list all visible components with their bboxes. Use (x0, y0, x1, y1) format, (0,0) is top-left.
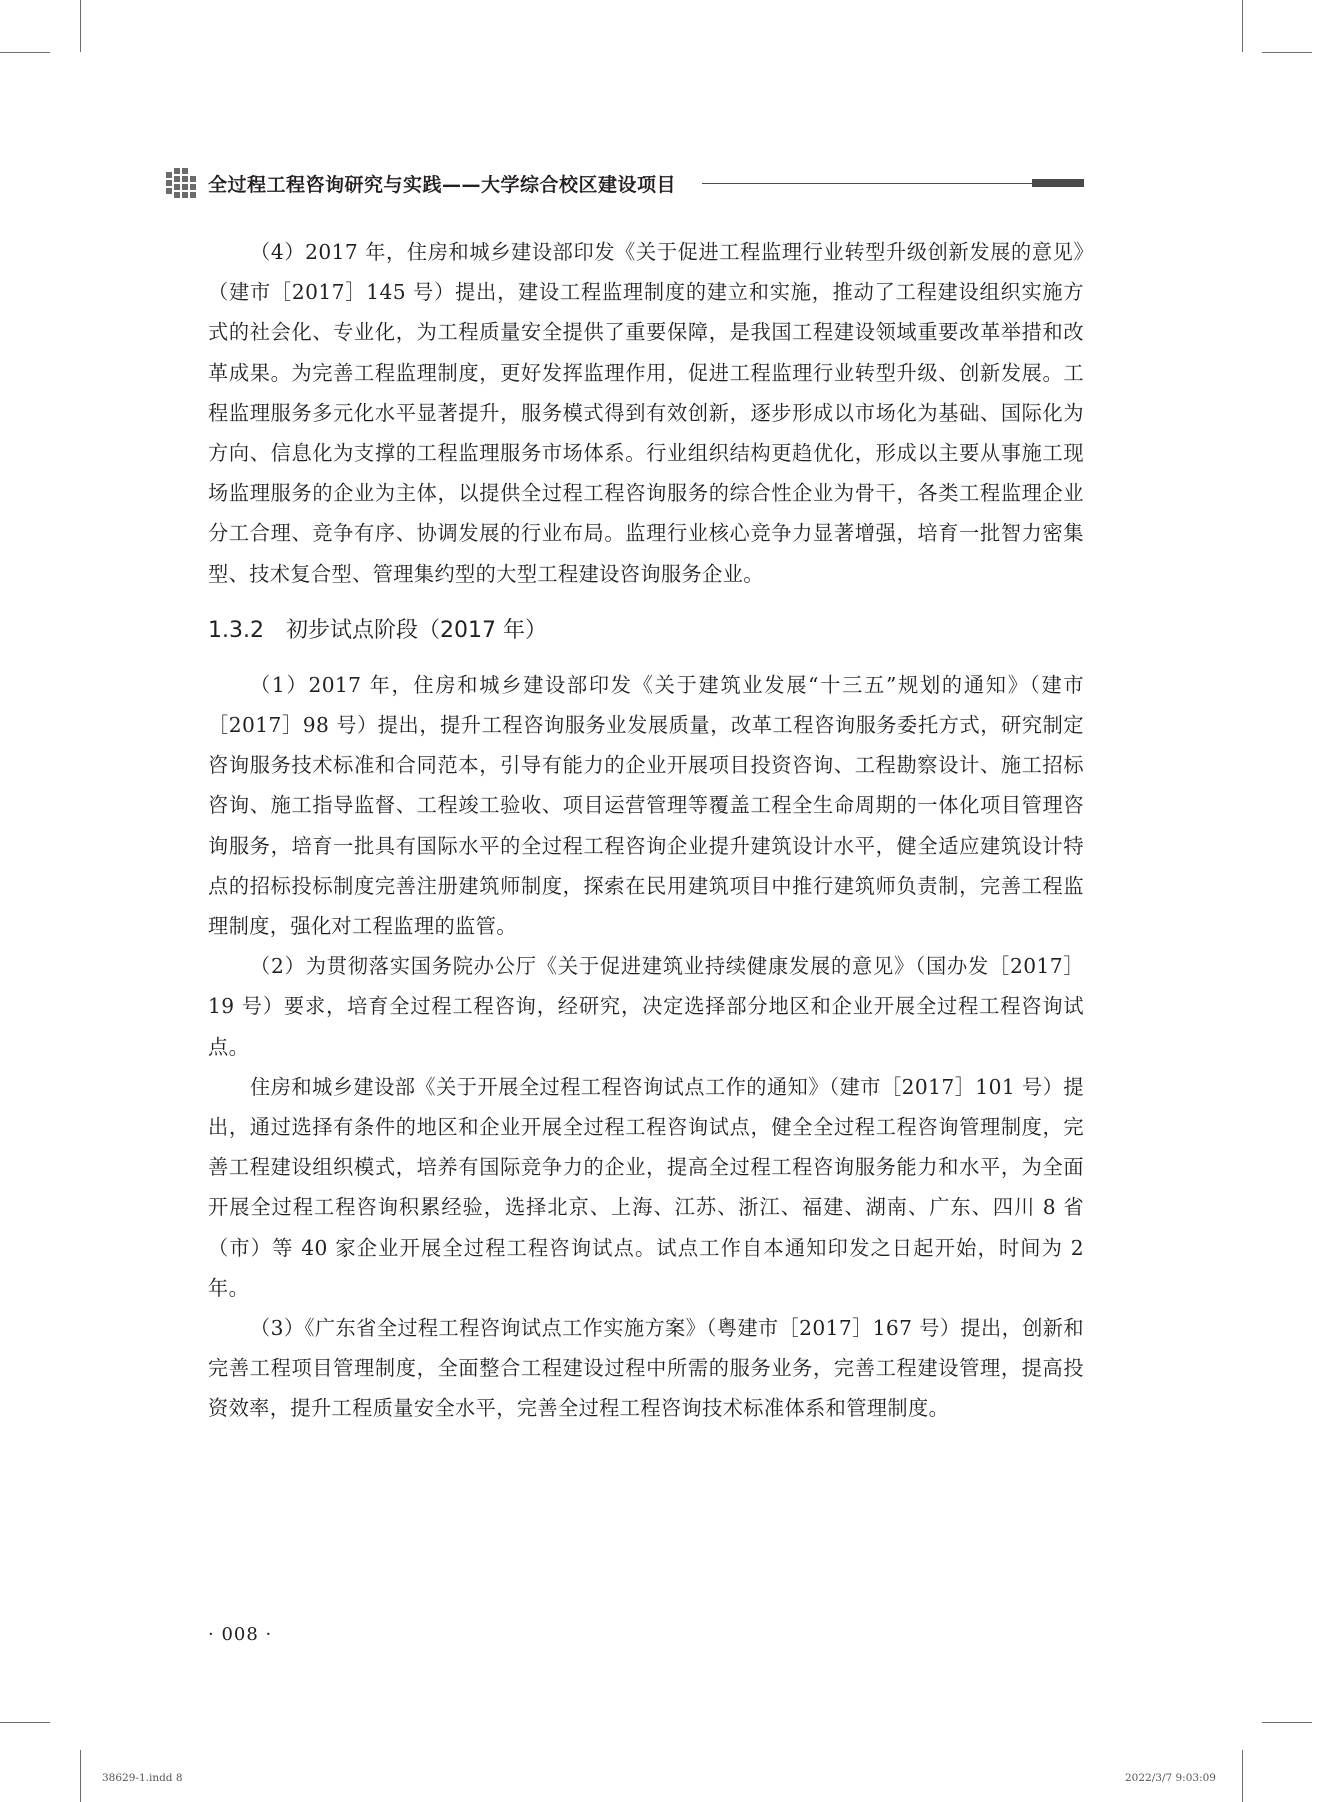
paragraph: （1）2017 年，住房和城乡建设部印发《关于建筑业发展“十三五”规划的通知》（建市［2017］98 号）提出，提升工程咨询服务业发展质量，改革工程咨询服务委托方式，研究制定咨询服务技术标准和合同范本，引导有能力的企业开展项目投资咨询、工程勘察设计、施工招标咨询、施工指导监督、工程竣工验收、项目运营管理等覆盖工程全生命周期的一体化项目管理咨询服务，培育一批具有国际水平的全过程工程咨询企业提升建筑设计水平，健全适应建筑设计特点的招标投标制度完善注册建筑师制度，探索在民用建筑项目中推行建筑师负责制，完善工程监理制度，强化对工程监理的监管。 (208, 672, 1084, 939)
crop-mark (0, 52, 50, 53)
crop-mark (1242, 0, 1243, 52)
section-heading (208, 609, 1084, 653)
crop-mark (80, 0, 81, 52)
crop-mark (1242, 1750, 1243, 1802)
crop-mark (0, 1722, 50, 1723)
slug-filename: 38629-1.indd 8 (102, 1772, 183, 1784)
section-number: 1.3.2 (208, 617, 264, 643)
paragraph: （4）2017 年，住房和城乡建设部印发《关于促进工程监理行业转型升级创新发展的意见》（建市［2017］145 号）提出，建设工程监理制度的建立和实施，推动了工程建设组织实施方式的社会化、专业化，为工程质量安全提供了重要保障，是我国工程建设领域重要改革举措和改革成果。为完善工程监理制度，更好发挥监理作用，促进工程监理行业转型升级、创新发展。工程监理服务多元化水平显著提升，服务模式得到有效创新，逐步形成以市场化为基础、国际化为方向、信息化为支撑的工程监理服务市场体系。行业组织结构更趋优化，形成以主要从事施工现场监理服务的企业为主体，以提供全过程工程咨询服务的综合性企业为骨干，各类工程监理企业分工合理、竞争有序、协调发展的行业布局。监理行业核心竞争力显著增强，培育一批智力密集型、技术复合型、管理集约型的大型工程建设咨询服务企业。 (208, 240, 1084, 586)
header-bar (1032, 179, 1084, 187)
crop-mark (1262, 1722, 1312, 1723)
running-header (166, 168, 1084, 194)
paragraph: （2）为贯彻落实国务院办公厅《关于促进建筑业持续健康发展的意见》（国办发［2017］19 号）要求，培育全过程工程咨询，经研究，决定选择部分地区和企业开展全过程工程咨询试点。 (208, 954, 1084, 1059)
section-title: 初步试点阶段（2017 年） (286, 617, 547, 643)
page-number: · 008 · (208, 1624, 273, 1645)
page-body (208, 232, 1084, 1429)
paragraph: （3）《广东省全过程工程咨询试点工作实施方案》（粤建市［2017］167 号）提出，创新和完善工程项目管理制度，全面整合工程建设过程中所需的服务业务，完善工程建设管理，提高投资效率，提升工程质量安全水平，完善全过程工程咨询技术标准体系和管理制度。 (208, 1316, 1084, 1421)
running-header-title: 全过程工程咨询研究与实践——大学综合校区建设项目 (208, 174, 677, 196)
crop-mark (80, 1750, 81, 1802)
slug-timestamp: 2022/3/7 9:03:09 (1125, 1772, 1216, 1784)
paragraph: 住房和城乡建设部《关于开展全过程工程咨询试点工作的通知》（建市［2017］101 号）提出，通过选择有条件的地区和企业开展全过程工程咨询试点，健全全过程工程咨询管理制度，完善工程建设组织模式，培养有国际竞争力的企业，提高全过程工程咨询服务能力和水平，为全面开展全过程工程咨询积累经验，选择北京、上海、江苏、浙江、福建、湖南、广东、四川 8 省（市）等 40 家企业开展全过程工程咨询试点。试点工作自本通知印发之日起开始，时间为 2 年。 (208, 1074, 1084, 1300)
grid-dots-icon (166, 168, 196, 194)
crop-mark (1262, 52, 1312, 53)
header-rule (702, 183, 1032, 184)
